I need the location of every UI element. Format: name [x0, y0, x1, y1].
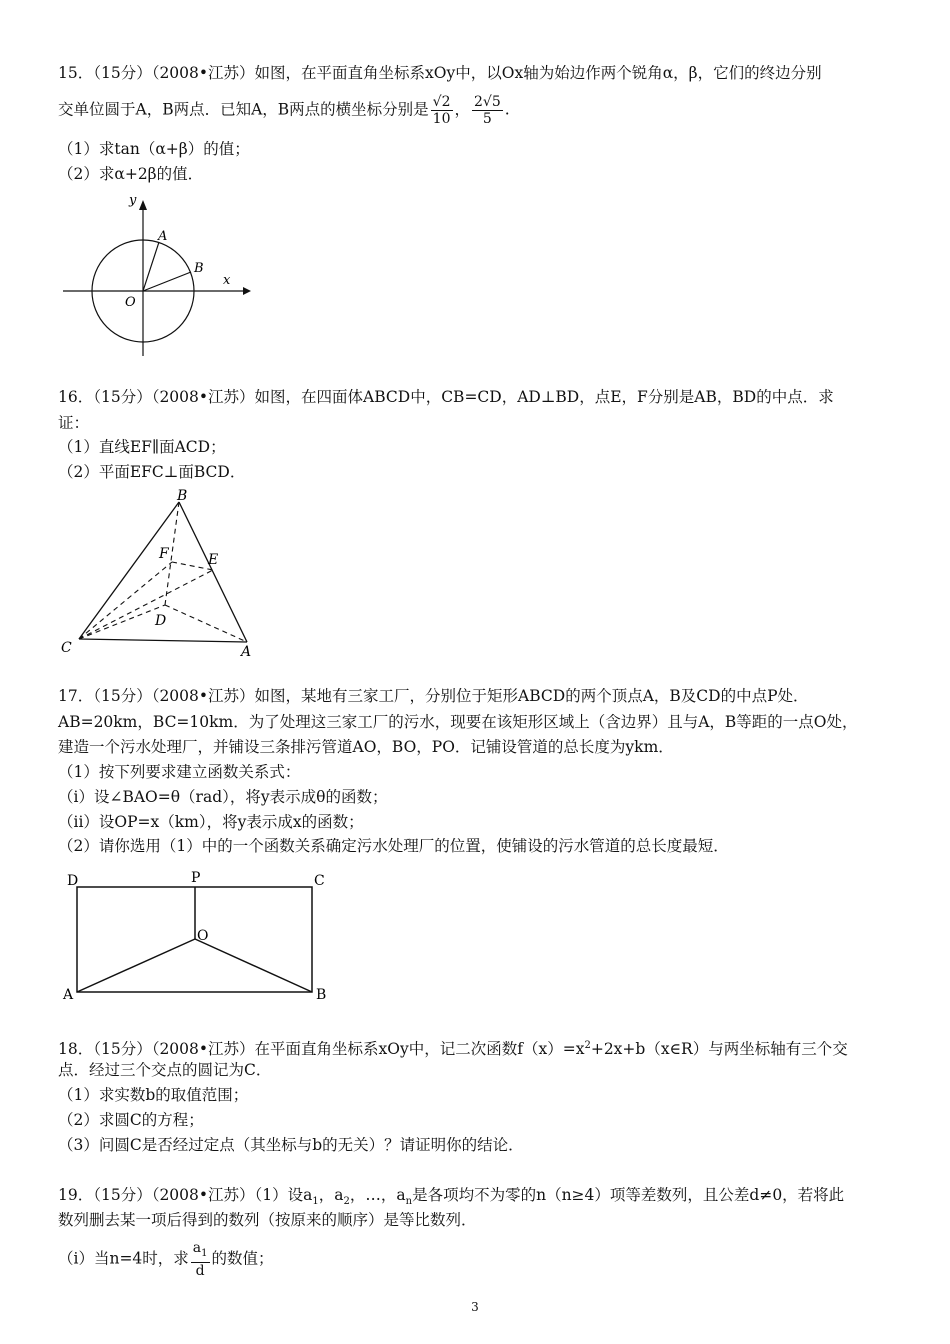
q19-line2: 数列删去某一项后得到的数列（按原来的顺序）是等比数列． [58, 1211, 477, 1229]
subscript-2: 2 [343, 1196, 350, 1208]
q17-line7: （2）请你选用（1）中的一个函数关系确定污水处理厂的位置，使铺设的污水管道的总长度最短． [58, 837, 729, 855]
q17-line5: （i）设∠BAO=θ（rad），将y表示成θ的函数； [58, 788, 388, 806]
x-axis-arrow-icon [243, 287, 251, 295]
edge-ca [79, 639, 247, 642]
fraction-numerator: 2√5 [474, 94, 501, 110]
fraction-denominator: 5 [482, 111, 492, 127]
q18-line2: 点．经过三个交点的圆记为C． [58, 1061, 272, 1079]
q17-line4: （1）按下列要求建立函数关系式： [58, 763, 301, 781]
fraction-a1-over-d [191, 1240, 210, 1279]
ray-ob [143, 272, 191, 291]
label-c: C [314, 873, 325, 889]
q16-line2: 证： [58, 414, 90, 432]
q16-line4: （2）平面EFC⊥面BCD． [58, 463, 246, 481]
label-d: D [155, 613, 167, 629]
separator: ， [454, 100, 471, 119]
q18-line1-part1: 18．（15分）（2008•江苏）在平面直角坐标系xOy中，记二次函数f（x）=x [58, 1040, 585, 1059]
label-y: y [129, 193, 137, 208]
page-number: 3 [471, 1300, 479, 1314]
y-axis-arrow-icon [139, 200, 147, 210]
q15-line4: （2）求α+2β的值． [58, 165, 204, 183]
subscript-1: 1 [312, 1196, 319, 1208]
superscript-2: 2 [584, 1040, 591, 1051]
q15-line1: 15．（15分）（2008•江苏）如图，在平面直角坐标系xOy中，以Ox轴为始边作两个锐角α，β，它们的终边分别 [58, 64, 822, 82]
numerator-a: a [192, 1240, 202, 1256]
label-a: A [158, 229, 168, 244]
fraction-sqrt2-over-10 [431, 94, 453, 127]
fraction-denominator: d [195, 1262, 205, 1279]
q15-line2-text: 交单位圆于A，B两点．已知A，B两点的横坐标分别是 [58, 100, 429, 119]
label-o: O [125, 295, 136, 310]
label-o: O [197, 928, 209, 944]
segment-ce [79, 570, 213, 639]
q16-line3: （1）直线EF∥面ACD； [58, 438, 226, 456]
q19-line3 [58, 1240, 274, 1279]
q19-line1-part3: ，…，a [349, 1186, 406, 1204]
label-f: F [159, 546, 169, 562]
q19-line3-text: （i）当n=4时，求 [58, 1249, 189, 1268]
q19-line1-part4: 是各项均不为零的n（n≥4）项等差数列，且公差d≠0，若将此 [412, 1186, 845, 1204]
q17-line6: （ii）设OP=x（km），将y表示成x的函数； [58, 813, 364, 831]
segment-fe [172, 562, 213, 570]
label-b: B [316, 987, 327, 1003]
q18-line1-part2: +2x+b（x∈R）与两坐标轴有三个交 [590, 1040, 848, 1059]
q17-line3: 建造一个污水处理厂，并铺设三条排污管道AO，BO，PO．记铺设管道的总长度为ykm． [58, 738, 674, 756]
period: . [504, 100, 510, 119]
subscript-n: n [405, 1196, 413, 1208]
q19-line1-part2: ，a [318, 1186, 344, 1204]
rectangle-figure [55, 866, 345, 1006]
fraction-numerator [191, 1240, 210, 1263]
q15-line3: （1）求tan（α+β）的值； [58, 140, 250, 158]
segment-ao [77, 939, 195, 992]
label-d: D [67, 873, 79, 889]
q18-line1 [58, 1035, 848, 1060]
q18-line3: （1）求实数b的取值范围； [58, 1086, 249, 1104]
fraction-numerator: √2 [432, 94, 451, 110]
fraction-2sqrt5-over-5 [472, 94, 503, 127]
ray-oa [143, 242, 159, 291]
label-b: B [177, 488, 188, 504]
q17-line2: AB=20km，BC=10km．为了处理这三家工厂的污水，现要在该矩形区域上（含边界）且与A，B等距的一点O处， [58, 713, 858, 731]
q17-line1: 17．（15分）（2008•江苏）如图，某地有三家工厂，分别位于矩形ABCD的两个顶点A，B及CD的中点P处． [58, 687, 809, 705]
tetrahedron-figure [55, 488, 265, 660]
q15-line2 [58, 94, 510, 127]
fraction-denominator: 10 [432, 111, 451, 127]
q18-line5: （3）问圆C是否经过定点（其坐标与b的无关）？请证明你的结论． [58, 1136, 524, 1154]
q19-line3-tail: 的数值； [211, 1249, 274, 1268]
segment-bo [195, 939, 312, 992]
label-b: B [194, 261, 204, 276]
label-c: C [61, 640, 72, 656]
label-a: A [241, 644, 252, 660]
label-a: A [63, 987, 74, 1003]
label-p: P [191, 870, 201, 886]
label-e: E [208, 552, 219, 568]
label-x: x [223, 273, 231, 288]
numerator-subscript: 1 [201, 1247, 208, 1259]
edge-ba [179, 502, 247, 642]
unit-circle-figure [55, 188, 265, 358]
q16-line1: 16．（15分）（2008•江苏）如图，在四面体ABCD中，CB=CD，AD⊥BD，点E，F分别是AB，BD的中点．求 [58, 388, 834, 406]
q19-line1-part1: 19．（15分）（2008•江苏）（1）设a [58, 1186, 313, 1204]
q18-line4: （2）求圆C的方程； [58, 1111, 204, 1129]
edge-da [165, 605, 247, 642]
